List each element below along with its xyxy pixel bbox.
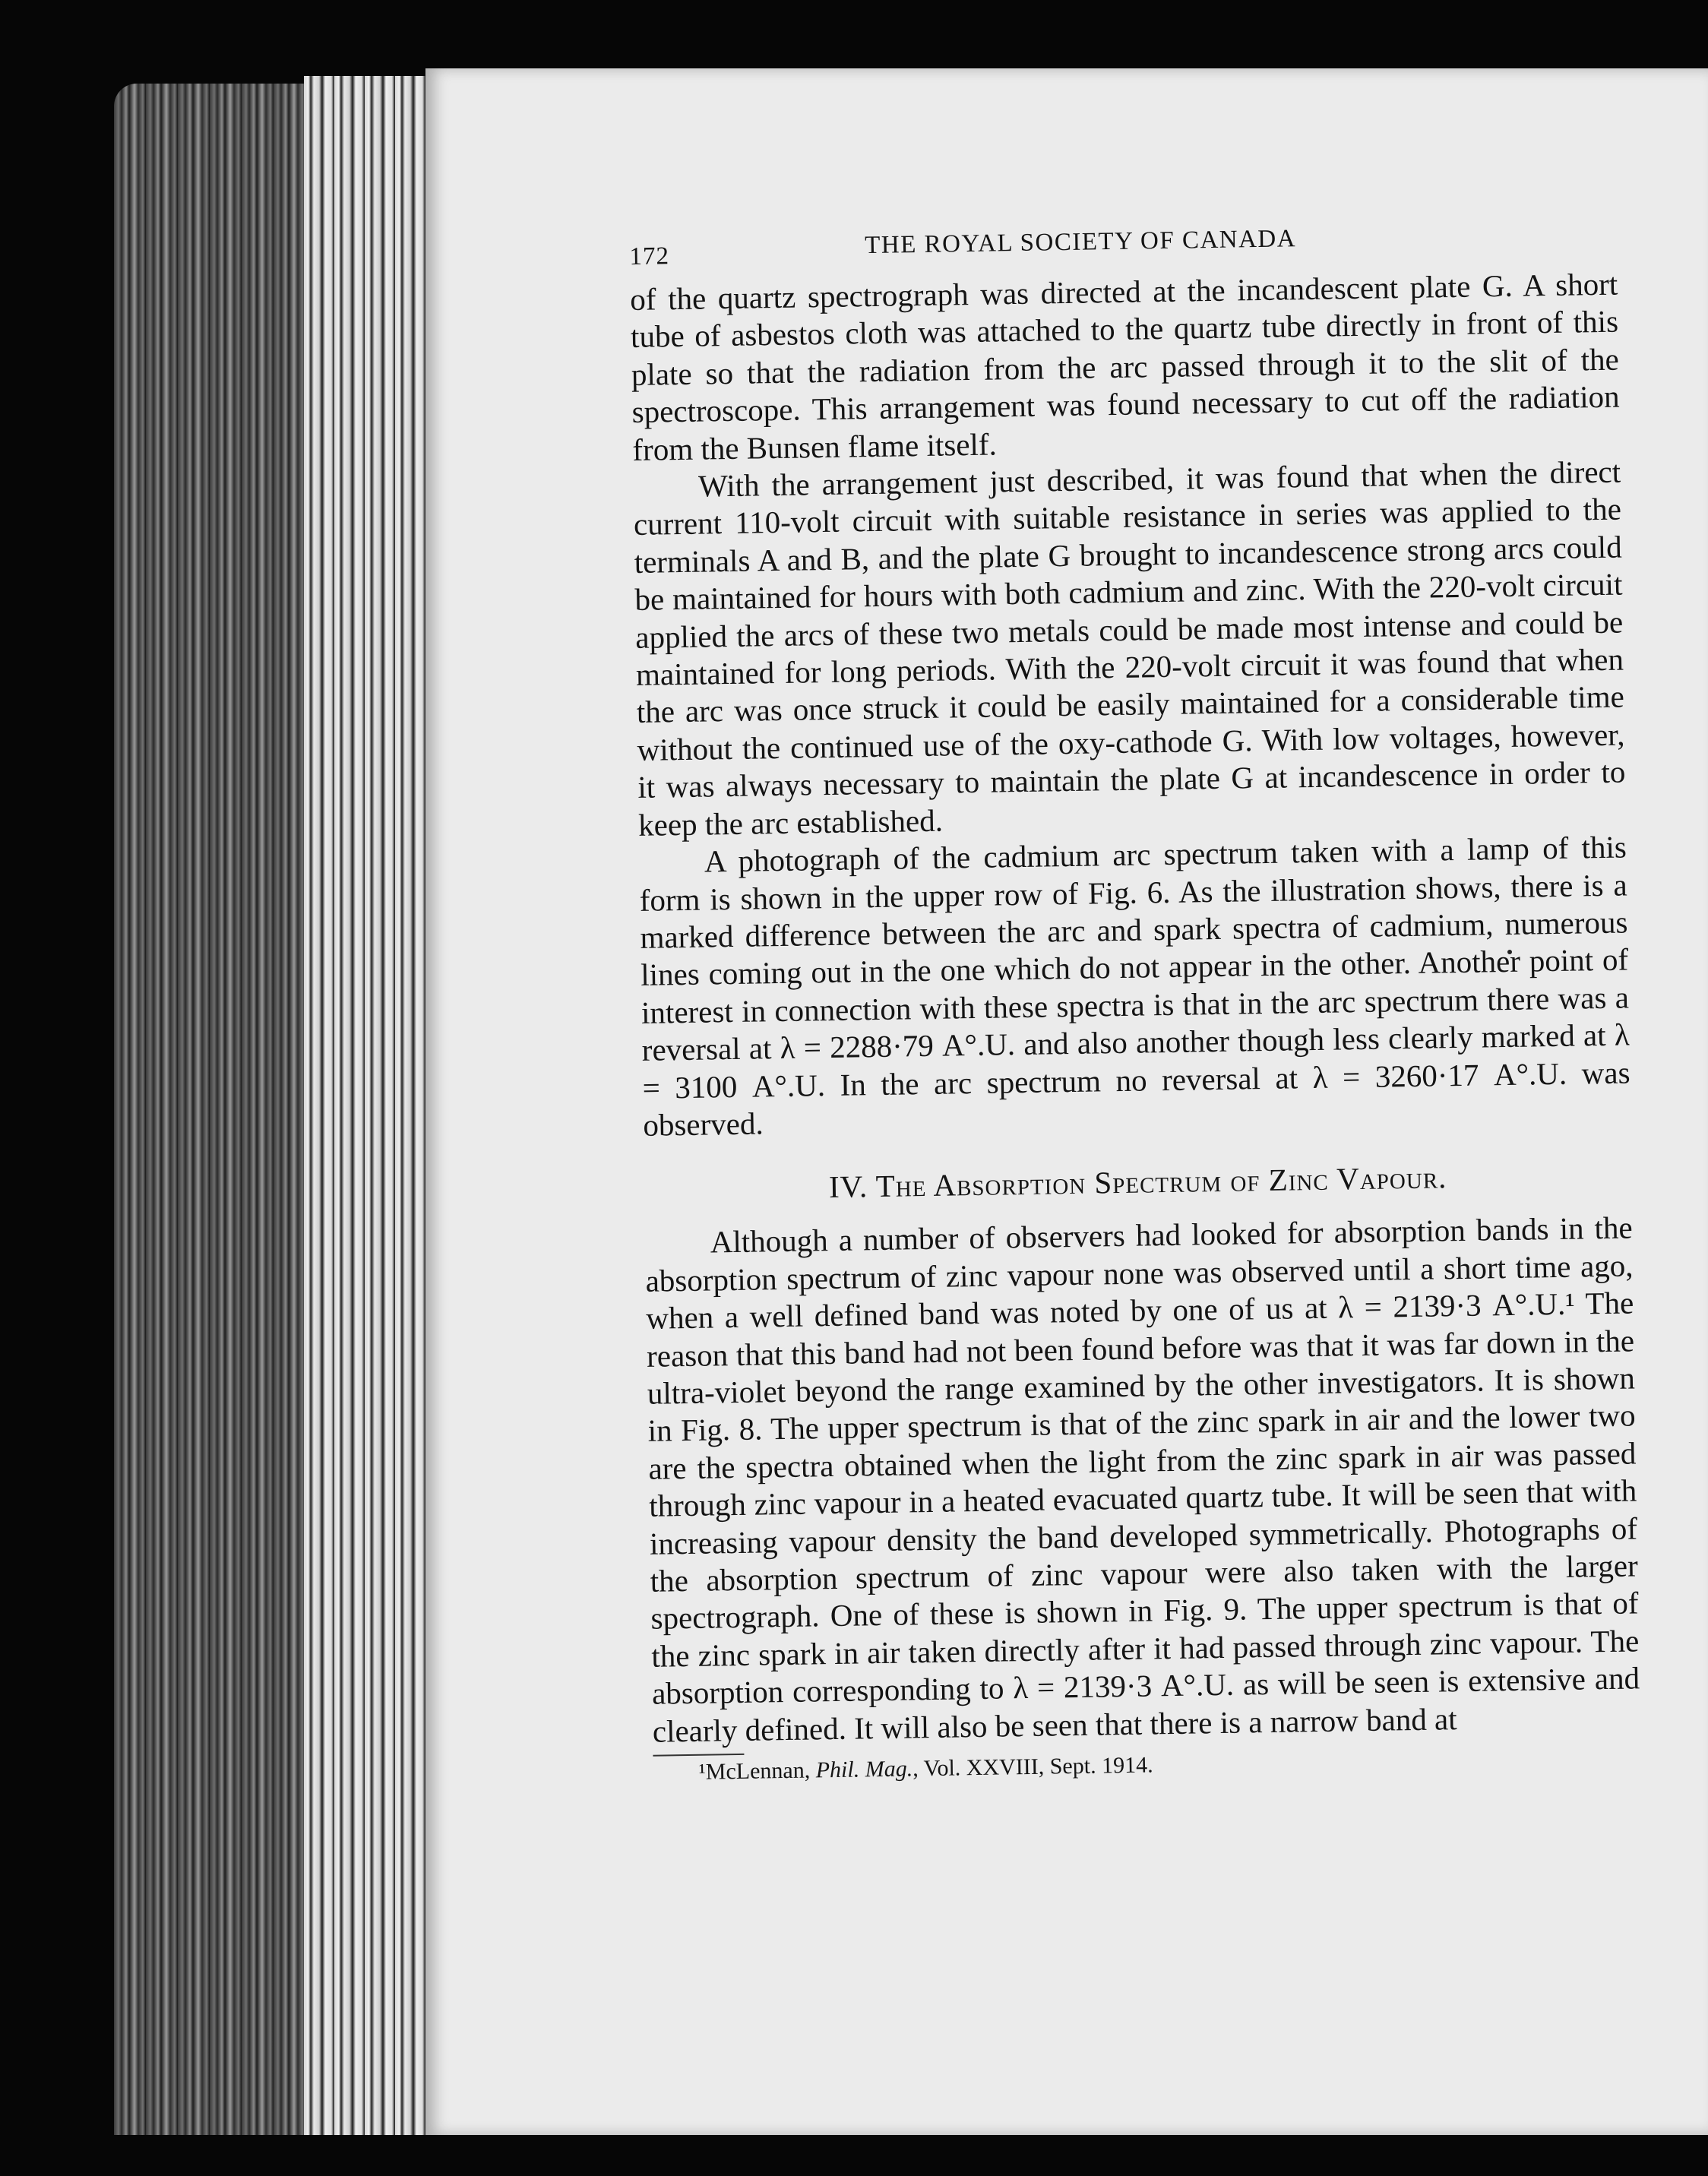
section-heading: IV. The Absorption Spectrum of Zinc Vapour. xyxy=(828,1159,1447,1205)
paragraph-zinc-absorption: Although a number of observers had looked for absorption bands in the absorption spectrum of zinc vapour none was observed until a short time ago, when a well defined band was noted by one of us at λ = 2139·3 A°.U.¹ The reason that this band had not been found before was that it was far down in the ultra-violet beyond the range examined by the other investigators. It is shown in Fig. 8. The upper spectrum is that of the zinc spark in air and the lower two are the spectra obtained when the light from the zinc spark in air was passed through zinc vapour in a heated evacuated quartz tube. It will be seen that with increasing vapour density the band developed symmetrically. Photographs of the absorption spectrum of zinc vapour were also taken with the larger spectrograph. One of these is shown in Fig. 9. The upper spectrum is that of the zinc spark in air taken directly after it had passed through zinc vapour. The absorption corresponding to λ = 2139·3 A°.U. as will be seen is extensive and clearly defined. It will also be seen that there is a narrow band at xyxy=(645,1210,1640,1749)
book-page xyxy=(425,68,1708,2135)
footnote-marker: ¹ xyxy=(698,1759,707,1785)
footnote-journal: Phil. Mag. xyxy=(815,1756,913,1783)
footnote-author: McLennan, xyxy=(705,1757,811,1785)
page-number: 172 xyxy=(629,242,670,270)
page-content xyxy=(629,220,1641,1787)
footnote-rule xyxy=(653,1754,744,1757)
footnote-volume: , Vol. XXVIII, Sept. 1914. xyxy=(912,1752,1153,1782)
paragraph-arrangement: With the arrangement just described, it was found that when the direct current 110-volt circuit with suitable resistance in series was applied to the terminals A and B, and the plate G brought to incandescence strong arcs could be maintained for hours with both cadmium and zinc. With the 220-volt circuit applied the arcs of these two metals could be made most intense and could be maintained for long periods. With the 220-volt circuit it was found that when the arc was once struck it could be easily maintained for a considerable time without the continued use of the oxy-cathode G. With low voltages, however, it was always necessary to maintain the plate G at incandescence in order to keep the arc established. xyxy=(633,454,1626,843)
paragraph-cadmium-photograph: A photograph of the cadmium arc spectrum taken with a lamp of this form is shown in the upper row of Fig. 6. As the illustration shows, there is a marked difference between the arc and spark spectra of cadmium, numerous lines coming out in the one which do not appear in the other. Another point of interest in connection with these spectra is that in the arc spectrum there was a reversal at λ = 2288·79 A°.U. and also another though less clearly marked at λ = 3100 A°.U. In the arc spectrum no reversal at λ = 3260·17 A°.U. was observed. xyxy=(639,829,1631,1143)
footnote xyxy=(653,1744,1641,1786)
paragraph-continued: of the quartz spectrograph was directed at the incandescent plate G. A short tube of asbestos cloth was attached to the quartz tube directly in front of this plate so that the radiation from the arc passed through it to the slit of the spectroscope. This arrangement was found necessary to cut off the radiation from the Bunsen flame itself. xyxy=(629,266,1620,467)
running-head: THE ROYAL SOCIETY OF CANADA xyxy=(864,225,1297,260)
